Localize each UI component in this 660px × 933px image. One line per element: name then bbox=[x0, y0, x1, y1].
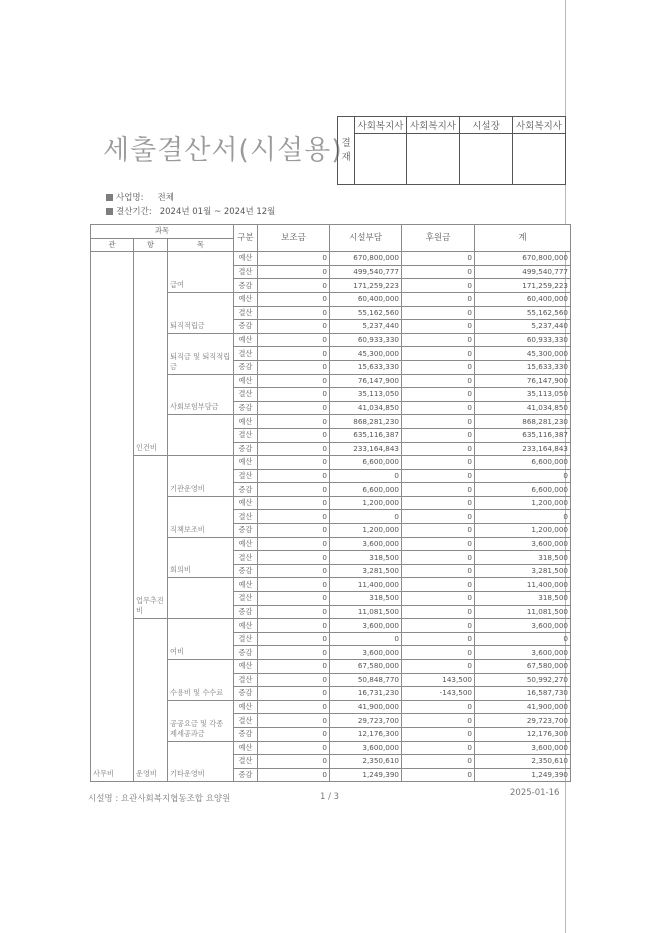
donation-cell: 0 bbox=[402, 605, 475, 619]
donation-cell: 0 bbox=[402, 483, 475, 497]
kind-cell: 결산 bbox=[234, 265, 258, 279]
donation-cell: 0 bbox=[402, 456, 475, 470]
mok-cell bbox=[168, 700, 234, 741]
total-cell: 60,400,000 bbox=[475, 292, 571, 306]
mok-cell-label: 퇴직금 및 퇴직적립금 bbox=[170, 351, 231, 371]
total-cell: 55,162,560 bbox=[475, 306, 571, 320]
subsidy-cell: 0 bbox=[258, 510, 330, 524]
facility-burden-cell: 60,933,330 bbox=[330, 333, 402, 347]
total-cell: 233,164,843 bbox=[475, 442, 571, 456]
donation-cell: 0 bbox=[402, 401, 475, 415]
account-header: 과목 bbox=[91, 225, 234, 239]
facility-burden-cell: 45,300,000 bbox=[330, 347, 402, 361]
hang-cell bbox=[134, 252, 168, 456]
total-cell: 635,116,387 bbox=[475, 428, 571, 442]
page-title: 세출결산서(시설용) bbox=[103, 135, 343, 166]
kind-cell: 결산 bbox=[234, 388, 258, 402]
mok-cell-label: 수용비 및 수수료 bbox=[170, 687, 224, 697]
subsidy-cell: 0 bbox=[258, 401, 330, 415]
approval-sign-cell bbox=[460, 134, 513, 185]
kind-cell: 결산 bbox=[234, 632, 258, 646]
subsidy-cell: 0 bbox=[258, 687, 330, 701]
subsidy-cell: 0 bbox=[258, 619, 330, 633]
kind-cell: 예산 bbox=[234, 252, 258, 266]
hang-cell bbox=[134, 619, 168, 782]
kind-cell: 결산 bbox=[234, 428, 258, 442]
kind-cell: 예산 bbox=[234, 333, 258, 347]
facility-burden-cell: 318,500 bbox=[330, 551, 402, 565]
approval-sign-cell bbox=[407, 134, 460, 185]
facility-burden-cell: 635,116,387 bbox=[330, 428, 402, 442]
kind-cell: 예산 bbox=[234, 700, 258, 714]
subsidy-cell: 0 bbox=[258, 564, 330, 578]
mok-cell bbox=[168, 333, 234, 374]
facility-burden-cell: 15,633,330 bbox=[330, 360, 402, 374]
total-cell: 11,400,000 bbox=[475, 578, 571, 592]
kind-cell: 결산 bbox=[234, 510, 258, 524]
footer-date: 2025-01-16 bbox=[510, 788, 560, 798]
total-cell: 41,034,850 bbox=[475, 401, 571, 415]
kind-cell: 결산 bbox=[234, 673, 258, 687]
mok-cell-label: 회의비 bbox=[170, 565, 191, 575]
kwan-cell-label: 사무비 bbox=[93, 769, 114, 779]
total-cell: 67,580,000 bbox=[475, 660, 571, 674]
donation-header: 후원금 bbox=[402, 225, 475, 252]
mok-cell-label: 공공요금 및 각종 제세공과금 bbox=[170, 718, 224, 738]
mok-cell-label: 퇴직적립금 bbox=[170, 320, 205, 330]
kind-cell: 예산 bbox=[234, 496, 258, 510]
subsidy-cell: 0 bbox=[258, 442, 330, 456]
donation-cell: 0 bbox=[402, 646, 475, 660]
facility-burden-cell: 76,147,900 bbox=[330, 374, 402, 388]
total-header: 계 bbox=[475, 225, 571, 252]
subsidy-cell: 0 bbox=[258, 605, 330, 619]
donation-cell: 0 bbox=[402, 564, 475, 578]
total-cell: 318,500 bbox=[475, 592, 571, 606]
donation-cell: 0 bbox=[402, 755, 475, 769]
donation-cell: 0 bbox=[402, 524, 475, 538]
mok-header: 목 bbox=[168, 238, 234, 252]
kind-cell: 결산 bbox=[234, 469, 258, 483]
donation-cell: 0 bbox=[402, 741, 475, 755]
total-cell: 15,633,330 bbox=[475, 360, 571, 374]
kind-cell: 결산 bbox=[234, 306, 258, 320]
subsidy-cell: 0 bbox=[258, 592, 330, 606]
footer-facility: 시설명 : 요관사회복지협동조합 요양원 bbox=[88, 794, 231, 804]
total-cell: 0 bbox=[475, 632, 571, 646]
facility-burden-cell: 2,350,610 bbox=[330, 755, 402, 769]
meta-label: 사업명: bbox=[116, 193, 144, 203]
kind-cell: 예산 bbox=[234, 660, 258, 674]
donation-cell: 0 bbox=[402, 333, 475, 347]
donation-cell: 0 bbox=[402, 252, 475, 266]
kind-cell: 예산 bbox=[234, 619, 258, 633]
meta-period bbox=[106, 205, 275, 217]
total-cell: 3,600,000 bbox=[475, 646, 571, 660]
total-cell: 868,281,230 bbox=[475, 415, 571, 429]
donation-cell: 0 bbox=[402, 768, 475, 782]
total-cell: 16,587,730 bbox=[475, 687, 571, 701]
kind-cell: 예산 bbox=[234, 292, 258, 306]
donation-cell: 0 bbox=[402, 727, 475, 741]
subsidy-cell: 0 bbox=[258, 292, 330, 306]
meta-label: 결산기간: bbox=[116, 207, 152, 217]
facility-burden-cell: 3,600,000 bbox=[330, 646, 402, 660]
subsidy-cell: 0 bbox=[258, 252, 330, 266]
donation-cell: 0 bbox=[402, 578, 475, 592]
kind-cell: 결산 bbox=[234, 551, 258, 565]
mok-cell bbox=[168, 456, 234, 497]
settlement-table bbox=[90, 224, 571, 782]
mok-cell bbox=[168, 496, 234, 537]
total-cell: 76,147,900 bbox=[475, 374, 571, 388]
total-cell: 12,176,300 bbox=[475, 727, 571, 741]
facility-burden-cell: 499,540,777 bbox=[330, 265, 402, 279]
kind-cell: 증감 bbox=[234, 483, 258, 497]
facility-burden-cell: 6,600,000 bbox=[330, 483, 402, 497]
subsidy-cell: 0 bbox=[258, 755, 330, 769]
approval-sign-cell bbox=[355, 134, 407, 185]
facility-burden-cell: 55,162,560 bbox=[330, 306, 402, 320]
total-cell: 2,350,610 bbox=[475, 755, 571, 769]
subsidy-cell: 0 bbox=[258, 320, 330, 334]
mok-cell-label: 급여 bbox=[170, 279, 184, 289]
kind-cell: 예산 bbox=[234, 741, 258, 755]
donation-cell: 0 bbox=[402, 510, 475, 524]
donation-cell: -143,500 bbox=[402, 687, 475, 701]
facility-burden-cell: 41,034,850 bbox=[330, 401, 402, 415]
kind-cell: 증감 bbox=[234, 401, 258, 415]
approval-header: 사회복지사 bbox=[513, 117, 566, 134]
mok-cell bbox=[168, 374, 234, 415]
subsidy-cell: 0 bbox=[258, 428, 330, 442]
facility-burden-cell: 3,600,000 bbox=[330, 619, 402, 633]
donation-cell: 0 bbox=[402, 428, 475, 442]
donation-cell: 0 bbox=[402, 700, 475, 714]
subsidy-header: 보조금 bbox=[258, 225, 330, 252]
total-cell: 41,900,000 bbox=[475, 700, 571, 714]
subsidy-cell: 0 bbox=[258, 524, 330, 538]
donation-cell: 0 bbox=[402, 415, 475, 429]
total-cell: 3,600,000 bbox=[475, 537, 571, 551]
subsidy-cell: 0 bbox=[258, 632, 330, 646]
subsidy-cell: 0 bbox=[258, 768, 330, 782]
facility-burden-header: 시설부담 bbox=[330, 225, 402, 252]
kind-cell: 증감 bbox=[234, 605, 258, 619]
hang-header: 항 bbox=[134, 238, 168, 252]
facility-burden-cell: 29,723,700 bbox=[330, 714, 402, 728]
subsidy-cell: 0 bbox=[258, 456, 330, 470]
approval-side-label: 결재 bbox=[338, 117, 355, 185]
donation-cell: 0 bbox=[402, 632, 475, 646]
facility-burden-cell: 6,600,000 bbox=[330, 456, 402, 470]
facility-burden-cell: 0 bbox=[330, 510, 402, 524]
total-cell: 318,500 bbox=[475, 551, 571, 565]
subsidy-cell: 0 bbox=[258, 660, 330, 674]
facility-burden-cell: 1,200,000 bbox=[330, 496, 402, 510]
mok-cell bbox=[168, 619, 234, 660]
facility-burden-cell: 318,500 bbox=[330, 592, 402, 606]
approval-header: 사회복지사 bbox=[407, 117, 460, 134]
facility-burden-cell: 868,281,230 bbox=[330, 415, 402, 429]
total-cell: 60,933,330 bbox=[475, 333, 571, 347]
approval-header: 시설장 bbox=[460, 117, 513, 134]
footer-page-number: 1 / 3 bbox=[320, 792, 340, 802]
total-cell: 3,281,500 bbox=[475, 564, 571, 578]
donation-cell: 0 bbox=[402, 279, 475, 293]
donation-cell: 0 bbox=[402, 388, 475, 402]
kind-cell: 예산 bbox=[234, 374, 258, 388]
kind-cell: 증감 bbox=[234, 687, 258, 701]
donation-cell: 0 bbox=[402, 320, 475, 334]
subsidy-cell: 0 bbox=[258, 537, 330, 551]
total-cell: 1,200,000 bbox=[475, 524, 571, 538]
meta-value: 2024년 01월 ~ 2024년 12월 bbox=[159, 207, 276, 217]
donation-cell: 0 bbox=[402, 551, 475, 565]
table-row bbox=[91, 456, 571, 470]
hang-cell-label: 운영비 bbox=[136, 769, 157, 779]
hang-cell-label: 인건비 bbox=[136, 443, 157, 453]
total-cell: 1,200,000 bbox=[475, 496, 571, 510]
subsidy-cell: 0 bbox=[258, 360, 330, 374]
subsidy-cell: 0 bbox=[258, 551, 330, 565]
facility-burden-cell: 11,400,000 bbox=[330, 578, 402, 592]
mok-cell bbox=[168, 537, 234, 578]
total-cell: 5,237,440 bbox=[475, 320, 571, 334]
total-cell: 3,600,000 bbox=[475, 619, 571, 633]
settlement-body bbox=[91, 252, 571, 782]
subsidy-cell: 0 bbox=[258, 347, 330, 361]
facility-burden-cell: 16,731,230 bbox=[330, 687, 402, 701]
total-cell: 50,992,270 bbox=[475, 673, 571, 687]
kind-header: 구분 bbox=[234, 225, 258, 252]
total-cell: 45,300,000 bbox=[475, 347, 571, 361]
facility-burden-cell: 41,900,000 bbox=[330, 700, 402, 714]
facility-burden-cell: 60,400,000 bbox=[330, 292, 402, 306]
meta-business bbox=[106, 191, 174, 203]
mok-cell bbox=[168, 415, 234, 456]
subsidy-cell: 0 bbox=[258, 741, 330, 755]
facility-burden-cell: 11,081,500 bbox=[330, 605, 402, 619]
approval-header: 사회복지사 bbox=[355, 117, 407, 134]
facility-burden-cell: 50,848,770 bbox=[330, 673, 402, 687]
kind-cell: 예산 bbox=[234, 578, 258, 592]
kind-cell: 결산 bbox=[234, 755, 258, 769]
total-cell: 670,800,000 bbox=[475, 252, 571, 266]
approval-sign-cell bbox=[513, 134, 566, 185]
facility-burden-cell: 67,580,000 bbox=[330, 660, 402, 674]
kwan-cell bbox=[91, 252, 134, 782]
subsidy-cell: 0 bbox=[258, 279, 330, 293]
subsidy-cell: 0 bbox=[258, 714, 330, 728]
subsidy-cell: 0 bbox=[258, 415, 330, 429]
donation-cell: 0 bbox=[402, 714, 475, 728]
total-cell: 0 bbox=[475, 469, 571, 483]
facility-burden-cell: 5,237,440 bbox=[330, 320, 402, 334]
donation-cell: 0 bbox=[402, 469, 475, 483]
facility-burden-cell: 1,249,390 bbox=[330, 768, 402, 782]
hang-cell bbox=[134, 456, 168, 619]
subsidy-cell: 0 bbox=[258, 374, 330, 388]
facility-burden-cell: 3,600,000 bbox=[330, 537, 402, 551]
mok-cell-label: 기관운영비 bbox=[170, 483, 205, 493]
total-cell: 3,600,000 bbox=[475, 741, 571, 755]
subsidy-cell: 0 bbox=[258, 388, 330, 402]
table-row bbox=[91, 619, 571, 633]
subsidy-cell: 0 bbox=[258, 306, 330, 320]
mok-cell bbox=[168, 660, 234, 701]
donation-cell: 0 bbox=[402, 442, 475, 456]
kind-cell: 결산 bbox=[234, 592, 258, 606]
subsidy-cell: 0 bbox=[258, 496, 330, 510]
subsidy-cell: 0 bbox=[258, 483, 330, 497]
facility-burden-cell: 171,259,223 bbox=[330, 279, 402, 293]
subsidy-cell: 0 bbox=[258, 673, 330, 687]
donation-cell: 0 bbox=[402, 374, 475, 388]
table-row bbox=[91, 252, 571, 266]
kwan-header: 관 bbox=[91, 238, 134, 252]
kind-cell: 결산 bbox=[234, 714, 258, 728]
total-cell: 29,723,700 bbox=[475, 714, 571, 728]
mok-cell bbox=[168, 741, 234, 782]
facility-burden-cell: 35,113,050 bbox=[330, 388, 402, 402]
donation-cell: 0 bbox=[402, 660, 475, 674]
donation-cell: 0 bbox=[402, 306, 475, 320]
kind-cell: 예산 bbox=[234, 415, 258, 429]
kind-cell: 증감 bbox=[234, 320, 258, 334]
total-cell: 35,113,050 bbox=[475, 388, 571, 402]
donation-cell: 143,500 bbox=[402, 673, 475, 687]
kind-cell: 증감 bbox=[234, 564, 258, 578]
kind-cell: 증감 bbox=[234, 646, 258, 660]
donation-cell: 0 bbox=[402, 619, 475, 633]
subsidy-cell: 0 bbox=[258, 646, 330, 660]
subsidy-cell: 0 bbox=[258, 578, 330, 592]
subsidy-cell: 0 bbox=[258, 333, 330, 347]
total-cell: 6,600,000 bbox=[475, 456, 571, 470]
donation-cell: 0 bbox=[402, 360, 475, 374]
facility-burden-cell: 0 bbox=[330, 469, 402, 483]
facility-burden-cell: 3,281,500 bbox=[330, 564, 402, 578]
mok-cell-label: 사회보험부담금 bbox=[170, 402, 219, 412]
kind-cell: 증감 bbox=[234, 768, 258, 782]
total-cell: 11,081,500 bbox=[475, 605, 571, 619]
kind-cell: 증감 bbox=[234, 442, 258, 456]
subsidy-cell: 0 bbox=[258, 265, 330, 279]
facility-burden-cell: 0 bbox=[330, 632, 402, 646]
facility-burden-cell: 12,176,300 bbox=[330, 727, 402, 741]
mok-cell bbox=[168, 252, 234, 293]
kind-cell: 증감 bbox=[234, 524, 258, 538]
kind-cell: 예산 bbox=[234, 456, 258, 470]
total-cell: 6,600,000 bbox=[475, 483, 571, 497]
meta-value: 전체 bbox=[157, 193, 174, 203]
total-cell: 1,249,390 bbox=[475, 768, 571, 782]
facility-burden-cell: 670,800,000 bbox=[330, 252, 402, 266]
total-cell: 499,540,777 bbox=[475, 265, 571, 279]
square-bullet-icon bbox=[106, 208, 113, 215]
kind-cell: 증감 bbox=[234, 360, 258, 374]
mok-cell bbox=[168, 578, 234, 619]
total-cell: 171,259,223 bbox=[475, 279, 571, 293]
total-cell: 0 bbox=[475, 510, 571, 524]
kind-cell: 결산 bbox=[234, 347, 258, 361]
subsidy-cell: 0 bbox=[258, 700, 330, 714]
hang-cell-label: 업무추진비 bbox=[136, 596, 164, 616]
approval-box bbox=[337, 116, 566, 185]
kind-cell: 예산 bbox=[234, 537, 258, 551]
facility-burden-cell: 233,164,843 bbox=[330, 442, 402, 456]
square-bullet-icon bbox=[106, 194, 113, 201]
subsidy-cell: 0 bbox=[258, 469, 330, 483]
donation-cell: 0 bbox=[402, 496, 475, 510]
donation-cell: 0 bbox=[402, 347, 475, 361]
kind-cell: 증감 bbox=[234, 279, 258, 293]
subsidy-cell: 0 bbox=[258, 727, 330, 741]
donation-cell: 0 bbox=[402, 537, 475, 551]
mok-cell-label: 여비 bbox=[170, 647, 184, 656]
mok-cell-label: 직책보조비 bbox=[170, 524, 205, 534]
donation-cell: 0 bbox=[402, 592, 475, 606]
mok-cell-label: 기타운영비 bbox=[170, 769, 205, 779]
kind-cell: 증감 bbox=[234, 727, 258, 741]
facility-burden-cell: 3,600,000 bbox=[330, 741, 402, 755]
mok-cell bbox=[168, 292, 234, 333]
donation-cell: 0 bbox=[402, 265, 475, 279]
donation-cell: 0 bbox=[402, 292, 475, 306]
facility-burden-cell: 1,200,000 bbox=[330, 524, 402, 538]
